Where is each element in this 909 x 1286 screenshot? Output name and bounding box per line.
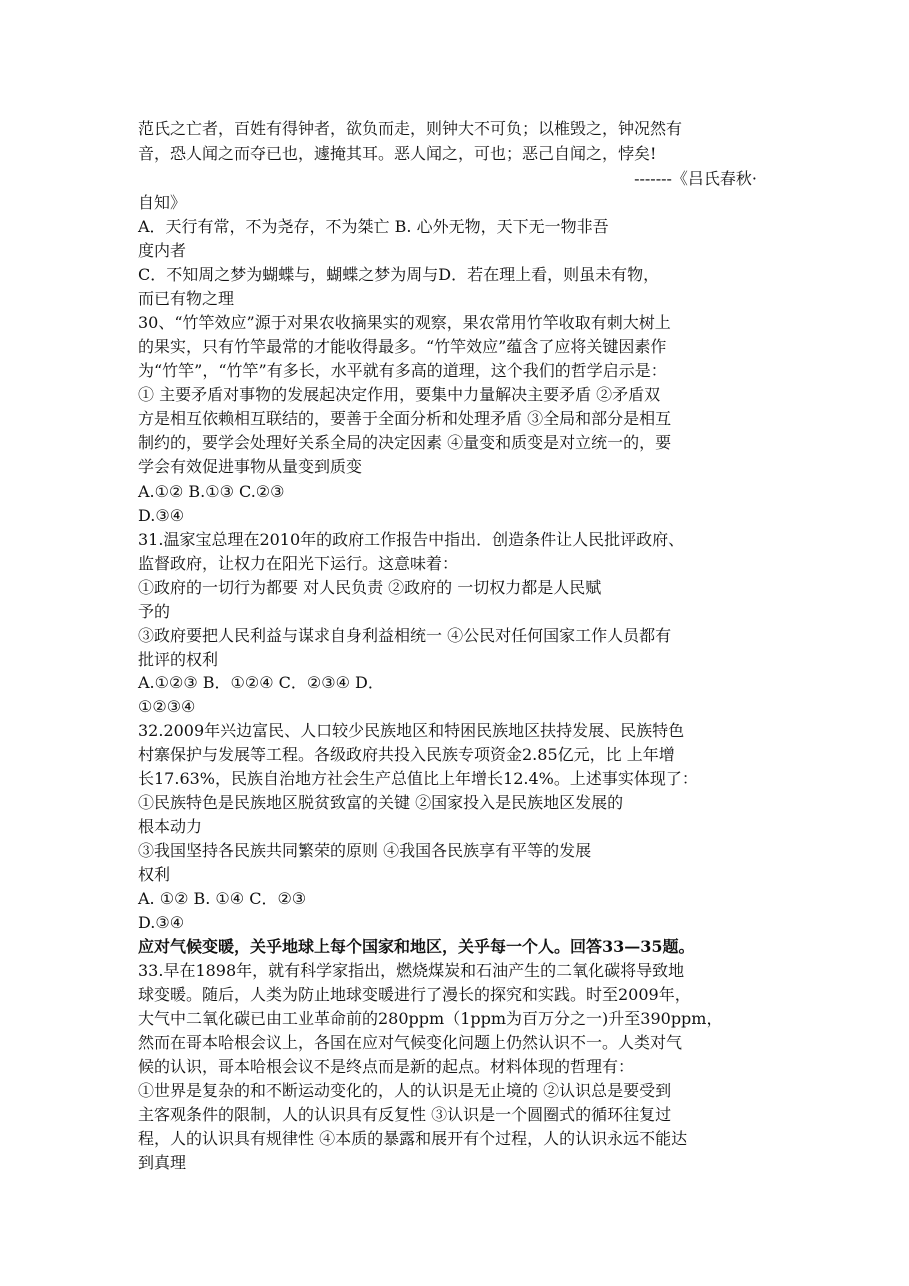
text-line: 为“竹竿”，“竹竿”有多长，水平就有多高的道理，这个我们的哲学启示是： (138, 361, 667, 380)
question-line: 33.早在1898年，就有科学家指出，燃烧煤炭和石油产生的二氧化碳将导致地 (138, 961, 685, 980)
text-line: ①民族特色是民族地区脱贫致富的关键 ②国家投入是民族地区发展的 (138, 793, 624, 812)
text-line: ③政府要把人民利益与谋求自身利益相统一 ④公民对任何国家工作人员都有 (138, 626, 672, 645)
option-line: ①②③④ (138, 697, 196, 716)
text-line: 权利 (138, 865, 171, 884)
option-line: C．不知周之梦为蝴蝶与，蝴蝶之梦为周与D．若在理上看，则虽未有物， (138, 265, 660, 284)
text-line: 然而在哥本哈根会议上，各国在应对气候变化问题上仍然认识不一。人类对气 (138, 1033, 683, 1052)
text-line: 方是相互依赖相互联结的，要善于全面分析和处理矛盾 ③全局和部分是相互 (138, 409, 672, 428)
text-line: 的果实，只有竹竿最常的才能收得最多。“竹竿效应”蕴含了应将关键因素作 (138, 337, 667, 356)
text-line: ③我国坚持各民族共同繁荣的原则 ④我国各民族享有平等的发展 (138, 841, 592, 860)
text-line: 村寨保护与发展等工程。各级政府共投入民族专项资金2.85亿元，比 上年增 (138, 745, 675, 764)
text-line: ① 主要矛盾对事物的发展起决定作用，要集中力量解决主要矛盾 ②矛盾双 (138, 385, 661, 404)
text-line: 程，人的认识具有规律性 ④本质的暴露和展开有个过程，人的认识永远不能达 (138, 1129, 688, 1148)
text-line: 到真理 (138, 1153, 187, 1172)
question-line: 32.2009年兴边富民、人口较少民族地区和特困民族地区扶持发展、民族特色 (138, 721, 685, 740)
section-heading: 应对气候变暖，关乎地球上每个国家和地区，关乎每一个人。回答33—35题。 (138, 937, 695, 956)
text-line: 主客观条件的限制，人的认识具有反复性 ③认识是一个圆圈式的循环往复过 (138, 1105, 672, 1124)
option-line: D.③④ (138, 913, 185, 932)
text-line: 球变暖。随后，人类为防止地球变暖进行了漫长的探究和实践。时至2009年， (138, 985, 691, 1004)
text-line: ①世界是复杂的和不断运动变化的，人的认识是无止境的 ②认识总是要受到 (138, 1081, 672, 1100)
text-line: 度内者 (138, 241, 187, 260)
text-line: 自知》 (138, 193, 187, 212)
text-line: 长17.63%，民族自治地方社会生产总值比上年增长12.4%。上述事实体现了： (138, 769, 698, 788)
question-line: 30、“竹竿效应”源于对果农收摘果实的观察，果农常用竹竿收取有刺大树上 (138, 313, 671, 332)
option-line: A.①② B.①③ C.②③ (138, 482, 285, 501)
text-line: 予的 (138, 602, 171, 621)
option-line: A. ①② B. ①④ C．②③ (138, 889, 307, 908)
text-line: ①政府的一切行为都要 对人民负责 ②政府的 一切权力都是人民赋 (138, 578, 602, 597)
option-line: A.①②③ B．①②④ C．②③④ D． (138, 673, 384, 692)
text-line: 音，恐人闻之而夺已也，遽掩其耳。恶人闻之，可也；恶己自闻之，悖矣! (138, 144, 657, 163)
text-line: 大气中二氧化碳已由工业革命前的280ppm（1ppm为百万分之一)升至390ppm， (138, 1009, 723, 1028)
text-line: 学会有效促进事物从量变到质变 (138, 457, 363, 476)
question-line: 31.温家宝总理在2010年的政府工作报告中指出．创造条件让人民批评政府、 (138, 530, 685, 549)
option-line: D.③④ (138, 506, 185, 525)
citation-line: -------《吕氏春秋· (634, 169, 757, 188)
text-line: 根本动力 (138, 817, 203, 836)
option-line: A．天行有常，不为尧存，不为桀亡 B. 心外无物，天下无一物非吾 (138, 217, 609, 236)
text-line: 制约的，要学会处理好关系全局的决定因素 ④量变和质变是对立统一的，要 (138, 433, 672, 452)
text-line: 批评的权利 (138, 650, 219, 669)
text-line: 候的认识，哥本哈根会议不是终点而是新的起点。材料体现的哲理有： (138, 1057, 635, 1076)
text-line: 范氏之亡者，百姓有得钟者，欲负而走，则钟大不可负；以椎毁之，钟况然有 (138, 119, 683, 138)
text-line: 而已有物之理 (138, 289, 235, 308)
text-line: 监督政府，让权力在阳光下运行。这意味着： (138, 554, 459, 573)
